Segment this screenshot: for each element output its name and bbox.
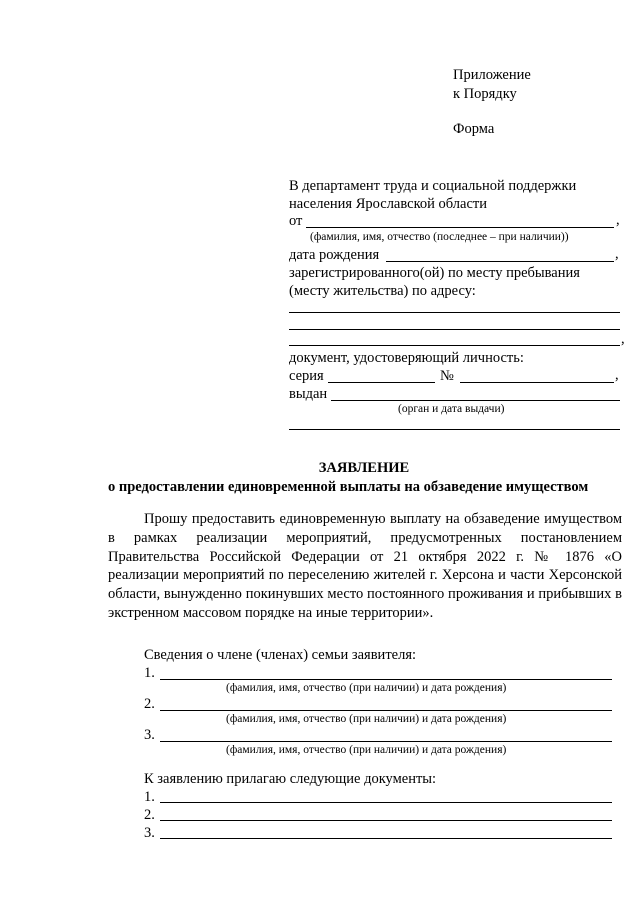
request-paragraph: Прошу предоставить единовременную выплату на обзаведение имуществом в рамках реализации мероприятий, предусмотренных постановлением Правительства Российской Федерации от 21 октября 2022 г. № 1876 «О реализации мероприятий по переселению жителей г. Херсона и части Херсонской области, вынужденно покинувших место постоянного проживания и прибывших в экстренном массовом порядке на иные территории». — [108, 511, 622, 621]
applicant-name-hint: (фамилия, имя, отчество (последнее – при наличии)) — [310, 231, 569, 243]
series-label: серия — [289, 368, 324, 384]
address-field-1[interactable] — [289, 312, 620, 313]
form-label: Форма — [453, 121, 495, 137]
address-field-3[interactable] — [289, 345, 620, 346]
family-member-hint: (фамилия, имя, отчество (при наличии) и дата рождения) — [226, 713, 507, 725]
document-subtitle: о предоставлении единовременной выплаты на обзаведение имуществом — [108, 479, 589, 495]
family-item-number: 3. — [144, 727, 155, 743]
number-comma: , — [615, 367, 619, 383]
family-member-hint: (фамилия, имя, отчество (при наличии) и дата рождения) — [226, 682, 507, 694]
family-item-number: 2. — [144, 696, 155, 712]
from-label: от — [289, 213, 303, 229]
document-title: ЗАЯВЛЕНИЕ — [318, 460, 410, 476]
family-member-field-3[interactable] — [160, 741, 612, 742]
applicant-name-field[interactable] — [306, 227, 614, 228]
department-line-1: В департамент труда и социальной поддержки — [289, 178, 577, 194]
document-field-3[interactable] — [160, 838, 612, 839]
issued-field[interactable] — [331, 400, 620, 401]
department-line-2: населения Ярославской области — [289, 196, 487, 212]
appendix-label: Приложение — [453, 67, 531, 83]
address-comma: , — [621, 331, 625, 347]
id-document-label: документ, удостоверяющий личность: — [289, 350, 524, 366]
number-label: № — [440, 368, 454, 384]
family-member-field-1[interactable] — [160, 679, 612, 680]
address-field-2[interactable] — [289, 329, 620, 330]
issued-hint: (орган и дата выдачи) — [398, 403, 505, 415]
order-label: к Порядку — [453, 86, 517, 102]
family-heading: Сведения о члене (членах) семьи заявителя: — [144, 647, 417, 663]
from-comma: , — [616, 212, 620, 228]
family-member-hint: (фамилия, имя, отчество (при наличии) и дата рождения) — [226, 744, 507, 756]
document-item-number: 2. — [144, 807, 155, 823]
document-item-number: 1. — [144, 789, 155, 805]
issued-label: выдан — [289, 386, 328, 402]
number-field[interactable] — [460, 382, 614, 383]
family-item-number: 1. — [144, 665, 155, 681]
birth-date-field[interactable] — [386, 261, 614, 262]
document-field-2[interactable] — [160, 820, 612, 821]
family-member-field-2[interactable] — [160, 710, 612, 711]
documents-heading: К заявлению прилагаю следующие документы: — [144, 771, 437, 787]
issued-field-2[interactable] — [289, 429, 620, 430]
birth-date-label: дата рождения — [289, 247, 380, 263]
birth-date-comma: , — [615, 246, 619, 262]
registered-line-2: (месту жительства) по адресу: — [289, 283, 476, 299]
document-field-1[interactable] — [160, 802, 612, 803]
series-field[interactable] — [328, 382, 435, 383]
document-item-number: 3. — [144, 825, 155, 841]
registered-line-1: зарегистрированного(ой) по месту пребывания — [289, 265, 580, 281]
